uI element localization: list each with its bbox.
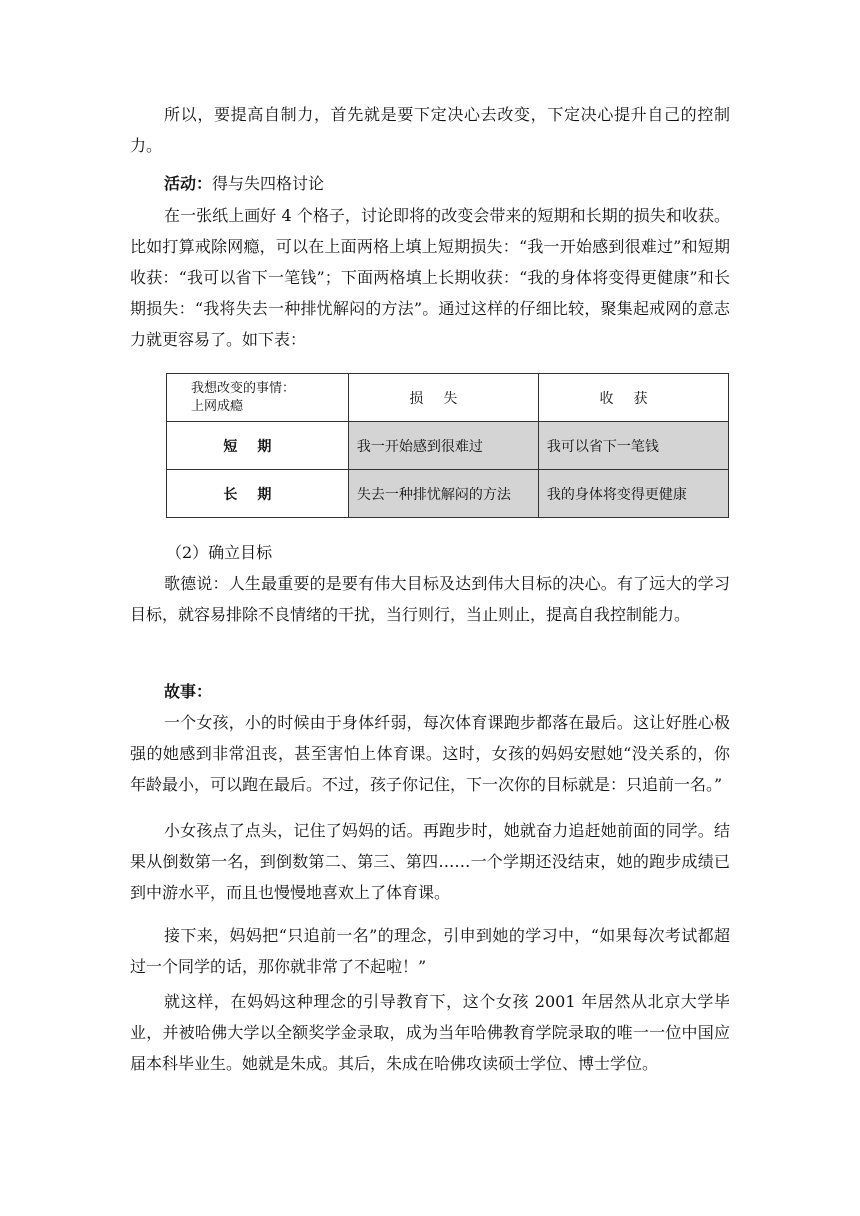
cell-long-gain: 我的身体将变得更健康 (538, 470, 728, 518)
row-header-short-term: 短期 (167, 422, 349, 470)
paragraph-story-3: 接下来，妈妈把“只追前一名”的理念，引申到她的学习中，“如果每次考试都超过一个同学的话，那你就非常了不起啦！” (130, 926, 730, 976)
column-header-loss: 损失 (348, 374, 538, 422)
paragraph-story-1: 一个女孩，小的时候由于身体纤弱，每次体育课跑步都落在最后。这让好胜心极强的她感到非常沮丧，甚至害怕上体育课。这时，女孩的妈妈安慰她“没关系的，你年龄最小，可以跑在最后。不过，孩子你记住，下一次你的目标就是：只追前一名。” (130, 713, 730, 794)
paragraph-story-4: 就这样，在妈妈这种理念的引导教育下，这个女孩 2001 年居然从北京大学毕业，并被哈佛大学以全额奖学金录取，成为当年哈佛教育学院录取的唯一一位中国应届本科毕业生。她就是朱成。其后，朱成在哈佛攻读硕士学位、博士学位。 (130, 992, 730, 1073)
column-header-gain: 收获 (538, 374, 728, 422)
cell-short-gain: 我可以省下一笔钱 (538, 422, 728, 470)
activity-title: 得与失四格讨论 (212, 174, 325, 193)
paragraph-activity-description: 在一张纸上画好 4 个格子，讨论即将的改变会带来的短期和长期的损失和收获。比如打算戒除网瘾，可以在上面两格上填上短期损失：“我一开始感到很难过”和短期收获：“我可以省下一笔钱”；下面两格填上长期收获：“我的身体将变得更健康”和长期损失：“我将失去一种排忧解闷的方法”。通过这样的仔细比较，聚集起戒网的意志力就更容易了。如下表： (130, 206, 730, 349)
paragraph-goethe: 歌德说：人生最重要的是要有伟大目标及达到伟大目标的决心。有了远大的学习目标，就容易排除不良情绪的干扰，当行则行，当止则止，提高自我控制能力。 (130, 574, 730, 624)
activity-heading (164, 168, 324, 199)
story-label: 故事： (164, 682, 213, 701)
table-row (167, 470, 729, 518)
table-row (167, 422, 729, 470)
cell-long-loss: 失去一种排忧解闷的方法 (348, 470, 538, 518)
table-corner-cell (167, 374, 349, 422)
corner-line-1: 我想改变的事情： (191, 380, 296, 396)
section-heading-goals: （2）确立目标 (166, 543, 273, 562)
paragraph-story-2: 小女孩点了点头，记住了妈妈的话。再跑步时，她就奋力追赶她前面的同学。结果从倒数第一名，到倒数第二、第三、第四……一个学期还没结束，她的跑步成绩已到中游水平，而且也慢慢地喜欢上了体育课。 (130, 821, 730, 902)
activity-label: 活动： (164, 174, 213, 193)
row-header-long-term: 长期 (167, 470, 349, 518)
cell-short-loss: 我一开始感到很难过 (348, 422, 538, 470)
paragraph-self-control: 所以，要提高自制力，首先就是要下定决心去改变，下定决心提升自己的控制力。 (130, 105, 730, 155)
gain-loss-table (166, 373, 729, 518)
table-header-row (167, 374, 729, 422)
corner-line-2: 上网成瘾 (191, 398, 244, 414)
